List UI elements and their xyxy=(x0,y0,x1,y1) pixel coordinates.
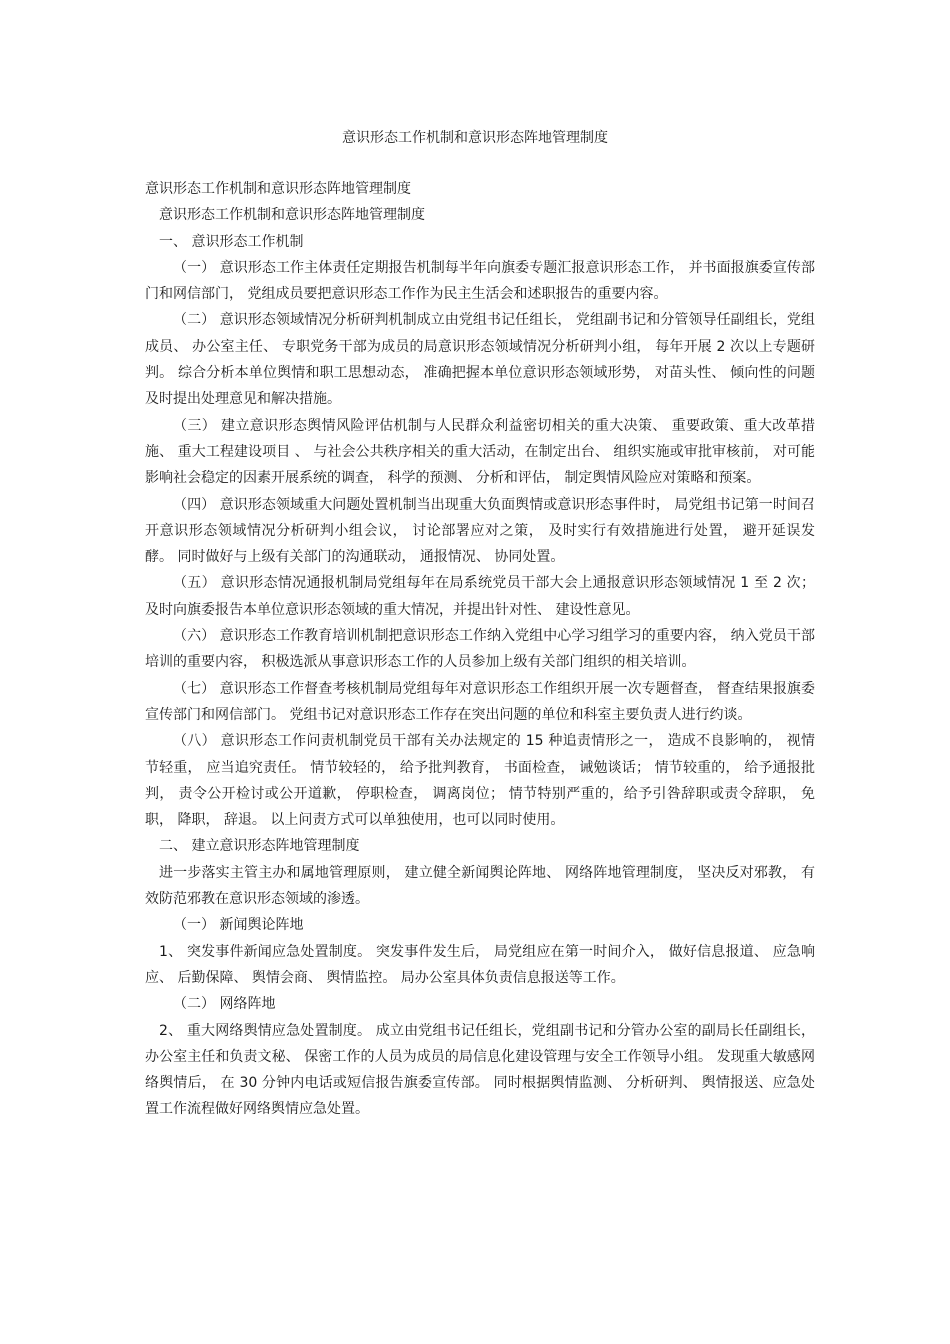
document-title: 意识形态工作机制和意识形态阵地管理制度 xyxy=(342,130,608,146)
paragraph-item-8: （八） 意识形态工作问责机制党员干部有关办法规定的 15 种追责情形之一， 造成不良影响的， 视情节轻重， 应当追究责任。 情节较轻的， 给予批判教育， 书面检查， 诫勉谈话； 情节较重的， 给予通报批判， 责令公开检讨或公开道歉， 停职检查， 调离岗位； 情节特别严重的，给予引咎辞职或责令辞职， 免职， 降职， 辞退。 以上问责方式可以单独使用，也可以同时使用。 xyxy=(145,733,815,829)
paragraph-item-5: （五） 意识形态情况通报机制局党组每年在局系统党员干部大会上通报意识形态领域情况 1 至 2 次； 及时向旗委报告本单位意识形态领域的重大情况，并提出针对性、 建设性意见。 xyxy=(145,575,815,618)
subsection-heading-news: （一） 新闻舆论阵地 xyxy=(173,917,304,934)
document-body xyxy=(145,176,815,1123)
paragraph-item-1: （一） 意识形态工作主体责任定期报告机制每半年向旗委专题汇报意识形态工作， 并书面报旗委宣传部门和网信部门， 党组成员要把意识形态工作作为民主生活会和述职报告的重要内容。 xyxy=(145,259,815,303)
paragraph-item-6: （六） 意识形态工作教育培训机制把意识形态工作纳入党组中心学习组学习的重要内容， 纳入党员干部培训的重要内容， 积极选派从事意识形态工作的人员参加上级有关部门组织的相关培训。 xyxy=(145,628,815,671)
section-heading-1: 一、 意识形态工作机制 xyxy=(159,233,304,250)
paragraph-doc-heading: 意识形态工作机制和意识形态阵地管理制度 xyxy=(145,181,411,197)
paragraph-item-4: （四） 意识形态领域重大问题处置机制当出现重大负面舆情或意识形态事件时， 局党组书记第一时间召开意识形态领域情况分析研判小组会议， 讨论部署应对之策， 及时实行有效措施进行处置， 避开延误发酵。 同时做好与上级有关部门的沟通联动， 通报情况、 协同处置。 xyxy=(145,496,815,566)
subsection-heading-network: （二） 网络阵地 xyxy=(173,996,276,1013)
paragraph-section-2-intro: 进一步落实主管主办和属地管理原则， 建立健全新闻舆论阵地、 网络阵地管理制度， 坚决反对邪教， 有效防范邪教在意识形态领域的渗透。 xyxy=(145,864,815,908)
paragraph-item-2: （二） 意识形态领域情况分析研判机制成立由党组书记任组长， 党组副书记和分管领导任副组长，党组成员、 办公室主任、 专职党务干部为成员的局意识形态领域情况分析研判小组， 每年开展 2 次以上专题研判。 综合分析本单位舆情和职工思想动态， 准确把握本单位意识形态领域形势， 对苗头性、 倾向性的问题及时提出处理意见和解决措施。 xyxy=(145,312,815,408)
paragraph-doc-subheading: 意识形态工作机制和意识形态阵地管理制度 xyxy=(159,207,425,224)
paragraph-item-7: （七） 意识形态工作督查考核机制局党组每年对意识形态工作组织开展一次专题督查， 督查结果报旗委宣传部门和网信部门。 党组书记对意识形态工作存在突出问题的单位和科室主要负责人进行约谈。 xyxy=(145,680,815,723)
paragraph-item-3: （三） 建立意识形态舆情风险评估机制与人民群众利益密切相关的重大决策、 重要政策、重大改革措施、 重大工程建设项目 、 与社会公共秩序相关的重大活动，在制定出台、 组织实施或审批审核前， 对可能影响社会稳定的因素开展系统的调查， 科学的预测、 分析和评估， 制定舆情风险应对策略和预案。 xyxy=(145,417,815,487)
section-heading-2: 二、 建立意识形态阵地管理制度 xyxy=(159,838,360,855)
paragraph-network-rule: 2、 重大网络舆情应急处置制度。 成立由党组书记任组长，党组副书记和分管办公室的副局长任副组长， 办公室主任和负责文秘、 保密工作的人员为成员的局信息化建设管理与安全工作领导小组。 发现重大敏感网络舆情后， 在 30 分钟内电话或短信报告旗委宣传部。 同时根据舆情监测、 分析研判、 舆情报送、应急处置工作流程做好网络舆情应急处置。 xyxy=(145,1022,815,1118)
paragraph-news-rule: 1、 突发事件新闻应急处置制度。 突发事件发生后， 局党组应在第一时间介入， 做好信息报道、 应急响应、 后勤保障、 舆情会商、 舆情监控。 局办公室具体负责信息报送等工作。 xyxy=(145,943,815,986)
